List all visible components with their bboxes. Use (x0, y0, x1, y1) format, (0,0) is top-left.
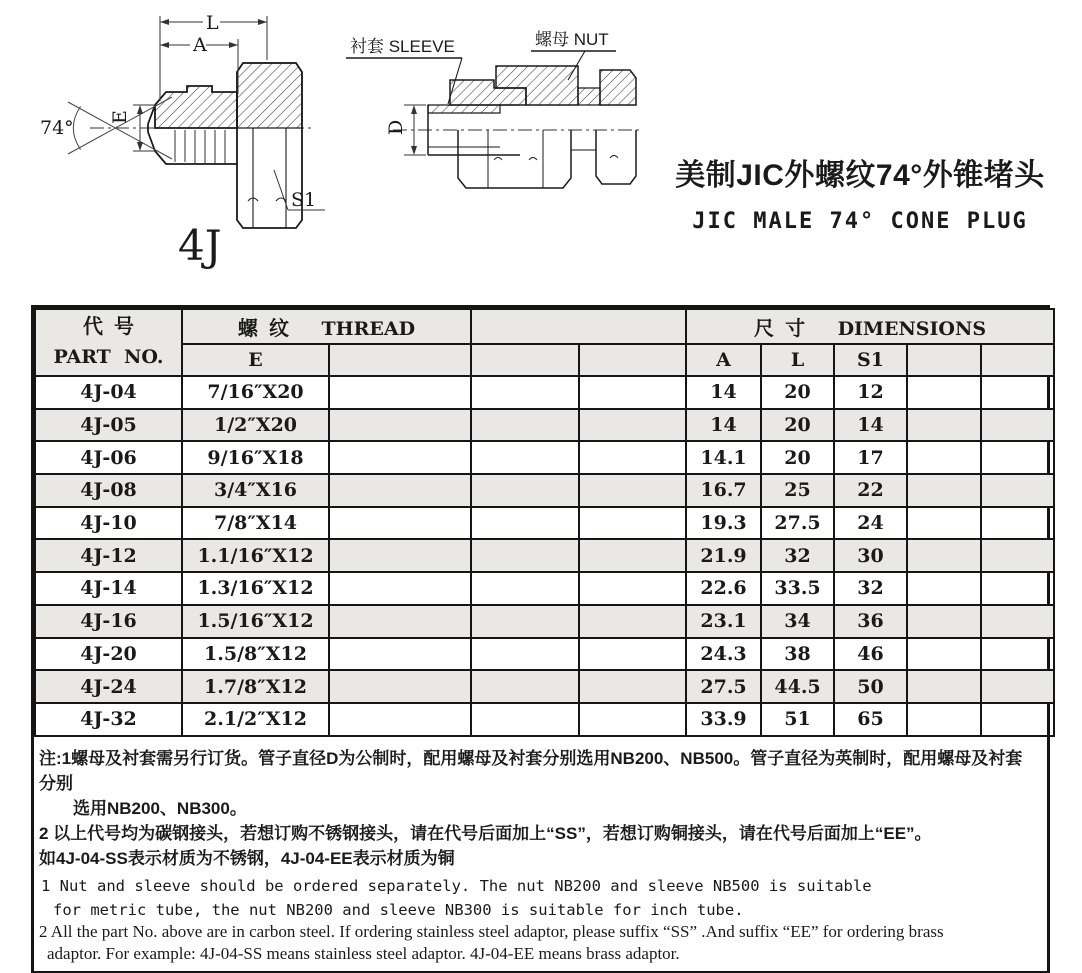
empty-cell (329, 638, 471, 671)
cell-l: 32 (761, 539, 834, 572)
empty-cell (907, 605, 981, 638)
cell-a: 23.1 (686, 605, 761, 638)
header-dimensions-en: DIMENSIONS (837, 318, 987, 340)
empty-cell (981, 376, 1054, 409)
parts-table-body (35, 376, 1054, 736)
cell-a: 16.7 (686, 474, 761, 507)
table-row (35, 507, 1054, 540)
cell-l: 20 (761, 409, 834, 442)
assembly-drawing (338, 18, 658, 210)
cell-a: 24.3 (686, 638, 761, 671)
parts-table (34, 308, 1055, 737)
cell-a: 21.9 (686, 539, 761, 572)
cell-a: 19.3 (686, 507, 761, 540)
cell-e: 9/16″X18 (182, 441, 329, 474)
table-row (35, 474, 1054, 507)
empty-cell (907, 376, 981, 409)
empty-cell (981, 638, 1054, 671)
empty-cell (329, 474, 471, 507)
header-part-no-en: PART NO. (53, 346, 164, 369)
dim-l-label: L (206, 12, 219, 34)
notes-section (34, 737, 1047, 971)
header-col-l: L (761, 344, 834, 376)
empty-cell (907, 507, 981, 540)
empty-cell (471, 605, 579, 638)
empty-cell (329, 441, 471, 474)
page-title-zh: 美制JIC外螺纹74°外锥堵头 (675, 159, 1045, 192)
cell-e: 1/2″X20 (182, 409, 329, 442)
empty-cell (329, 670, 471, 703)
empty-cell (981, 409, 1054, 442)
header-blank-top (471, 309, 686, 344)
header-col-e: E (182, 344, 329, 376)
empty-cell (579, 572, 686, 605)
empty-cell (471, 376, 579, 409)
angle-label: 74° (40, 117, 74, 139)
cell-a: 33.9 (686, 703, 761, 736)
cell-part-no: 4J-12 (35, 539, 182, 572)
cell-s1: 50 (834, 670, 907, 703)
empty-cell (579, 605, 686, 638)
cell-e: 1.5/8″X12 (182, 638, 329, 671)
empty-cell (981, 441, 1054, 474)
cell-a: 14 (686, 409, 761, 442)
empty-cell (579, 703, 686, 736)
header-blank (471, 344, 579, 376)
cell-e: 7/8″X14 (182, 507, 329, 540)
empty-cell (579, 474, 686, 507)
cell-s1: 24 (834, 507, 907, 540)
empty-cell (471, 474, 579, 507)
empty-cell (907, 638, 981, 671)
header-part-no-zh: 代 号 (82, 316, 135, 339)
cell-l: 33.5 (761, 572, 834, 605)
cell-e: 7/16″X20 (182, 376, 329, 409)
empty-cell (981, 474, 1054, 507)
cell-part-no: 4J-05 (35, 409, 182, 442)
cell-s1: 30 (834, 539, 907, 572)
header-thread-en: THREAD (321, 318, 416, 340)
header-dimensions (686, 309, 1054, 344)
cell-s1: 22 (834, 474, 907, 507)
note-en-1: 1 Nut and sleeve should be ordered separately. The nut NB200 and sleeve NB500 is suitable (41, 876, 872, 895)
empty-cell (981, 703, 1054, 736)
empty-cell (981, 670, 1054, 703)
empty-cell (471, 572, 579, 605)
cell-s1: 65 (834, 703, 907, 736)
empty-cell (329, 409, 471, 442)
cell-a: 14 (686, 376, 761, 409)
note-en-3: 2 All the part No. above are in carbon steel. If ordering stainless steel adaptor, please suffix “SS” .And suffix “EE” for ordering brass (39, 921, 944, 941)
table-row (35, 638, 1054, 671)
table-row (35, 572, 1054, 605)
cell-l: 20 (761, 441, 834, 474)
header-blank (981, 344, 1054, 376)
sleeve-leader (346, 58, 462, 104)
dim-a-label: A (193, 34, 207, 56)
parts-table-container (31, 305, 1050, 973)
empty-cell (579, 670, 686, 703)
empty-cell (907, 441, 981, 474)
empty-cell (981, 507, 1054, 540)
empty-cell (471, 539, 579, 572)
empty-cell (981, 572, 1054, 605)
cell-e: 1.7/8″X12 (182, 670, 329, 703)
empty-cell (579, 539, 686, 572)
header-blank (329, 344, 471, 376)
cell-e: 1.3/16″X12 (182, 572, 329, 605)
empty-cell (471, 703, 579, 736)
note-zh-3: 2 以上代号均为碳钢接头，若想订购不锈钢接头，请在代号后面加上“SS”，若想订购铜接头，请在代号后面加上“EE”。 (39, 823, 932, 843)
cell-s1: 36 (834, 605, 907, 638)
cell-e: 3/4″X16 (182, 474, 329, 507)
empty-cell (329, 605, 471, 638)
empty-cell (579, 376, 686, 409)
cell-e: 2.1/2″X12 (182, 703, 329, 736)
header-thread-zh: 螺 纹 (237, 318, 290, 340)
empty-cell (471, 507, 579, 540)
empty-cell (329, 507, 471, 540)
note-en-4: adaptor. For example: 4J-04-SS means stainless steel adaptor. 4J-04-EE means brass adaptor. (47, 943, 680, 963)
empty-cell (907, 539, 981, 572)
note-en-2: for metric tube, the nut NB200 and sleeve NB300 is suitable for inch tube. (53, 900, 744, 919)
note-zh-4: 如4J-04-SS表示材质为不锈钢，4J-04-EE表示材质为铜 (39, 848, 455, 868)
cell-part-no: 4J-08 (35, 474, 182, 507)
plug-drawing (40, 8, 330, 270)
cell-l: 25 (761, 474, 834, 507)
model-caption: 4J (178, 221, 222, 270)
empty-cell (471, 638, 579, 671)
table-row (35, 703, 1054, 736)
cell-l: 27.5 (761, 507, 834, 540)
cell-part-no: 4J-20 (35, 638, 182, 671)
cell-part-no: 4J-04 (35, 376, 182, 409)
cell-part-no: 4J-06 (35, 441, 182, 474)
hex-side-views (458, 130, 636, 188)
empty-cell (981, 539, 1054, 572)
table-row (35, 670, 1054, 703)
empty-cell (329, 703, 471, 736)
cell-s1: 12 (834, 376, 907, 409)
dim-d-label: D (385, 119, 407, 135)
cell-part-no: 4J-10 (35, 507, 182, 540)
empty-cell (907, 703, 981, 736)
header-blank (579, 344, 686, 376)
table-row (35, 605, 1054, 638)
cell-a: 22.6 (686, 572, 761, 605)
cell-e: 1.1/16″X12 (182, 539, 329, 572)
nut-label: 螺母 NUT (535, 30, 609, 49)
page-title-en: JIC MALE 74° CONE PLUG (692, 209, 1028, 234)
header-part-no (35, 309, 182, 376)
empty-cell (907, 474, 981, 507)
empty-cell (471, 409, 579, 442)
empty-cell (579, 441, 686, 474)
sleeve-label: 衬套 SLEEVE (350, 37, 455, 56)
empty-cell (579, 409, 686, 442)
cell-l: 51 (761, 703, 834, 736)
table-row (35, 409, 1054, 442)
cell-e: 1.5/16″X12 (182, 605, 329, 638)
empty-cell (329, 539, 471, 572)
cell-l: 20 (761, 376, 834, 409)
empty-cell (329, 572, 471, 605)
cell-part-no: 4J-32 (35, 703, 182, 736)
cell-s1: 14 (834, 409, 907, 442)
header-blank (907, 344, 981, 376)
empty-cell (981, 605, 1054, 638)
thread-body (148, 86, 237, 164)
table-row (35, 539, 1054, 572)
cell-s1: 32 (834, 572, 907, 605)
header-col-a: A (686, 344, 761, 376)
cell-l: 44.5 (761, 670, 834, 703)
empty-cell (907, 572, 981, 605)
header-col-s1: S1 (834, 344, 907, 376)
empty-cell (907, 409, 981, 442)
note-zh-2: 选用NB200、NB300。 (73, 798, 247, 818)
cell-a: 14.1 (686, 441, 761, 474)
header-dimensions-zh: 尺 寸 (753, 318, 806, 340)
cell-s1: 17 (834, 441, 907, 474)
cell-part-no: 4J-24 (35, 670, 182, 703)
empty-cell (329, 376, 471, 409)
table-row (35, 376, 1054, 409)
header-thread (182, 309, 471, 344)
note-zh-1: 注:1螺母及衬套需另行订货。管子直径D为公制时，配用螺母及衬套分别选用NB200、NB500。管子直径为英制时，配用螺母及衬套分别 (39, 748, 1023, 793)
empty-cell (579, 507, 686, 540)
cell-a: 27.5 (686, 670, 761, 703)
cell-part-no: 4J-16 (35, 605, 182, 638)
cell-l: 34 (761, 605, 834, 638)
cell-l: 38 (761, 638, 834, 671)
empty-cell (579, 638, 686, 671)
dim-s1-label: S1 (291, 189, 317, 211)
cell-s1: 46 (834, 638, 907, 671)
dim-e-label: E (109, 110, 131, 124)
empty-cell (907, 670, 981, 703)
empty-cell (471, 441, 579, 474)
cell-part-no: 4J-14 (35, 572, 182, 605)
table-row (35, 441, 1054, 474)
empty-cell (471, 670, 579, 703)
